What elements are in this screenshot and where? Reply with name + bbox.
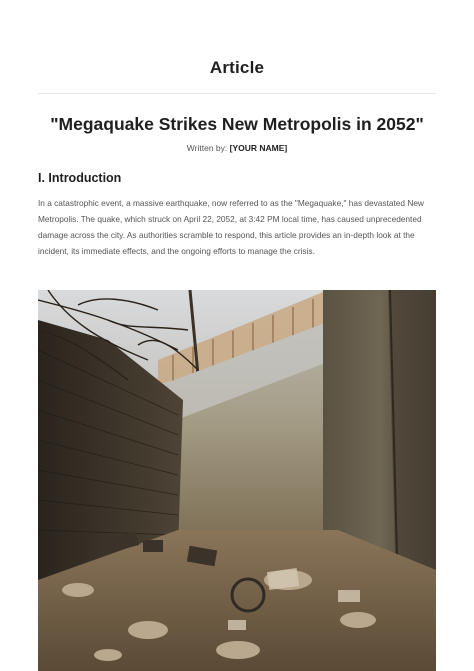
photo-illustration — [38, 290, 436, 671]
section-heading-introduction: I. Introduction — [38, 171, 122, 185]
document-header: Article — [209, 58, 265, 77]
rubble-alley-photo — [38, 290, 436, 671]
byline — [0, 143, 474, 153]
introduction-paragraph: In a catastrophic event, a massive earthquake, now referred to as the "Megaquake," has devastated New Metropolis. The quake, which struck on April 22, 2052, at 3:42 PM local time, has caused unprecedented damage across the city. As authorities scramble to respond, this article provides an in-depth look at the incident, its immediate effects, and the ongoing efforts to manage the crisis. — [38, 198, 424, 256]
header-divider — [38, 93, 436, 94]
article-title: "Megaquake Strikes New Metropolis in 2052" — [50, 114, 424, 134]
author-name: [YOUR NAME] — [229, 143, 288, 153]
byline-prefix: Written by: — [186, 143, 230, 153]
